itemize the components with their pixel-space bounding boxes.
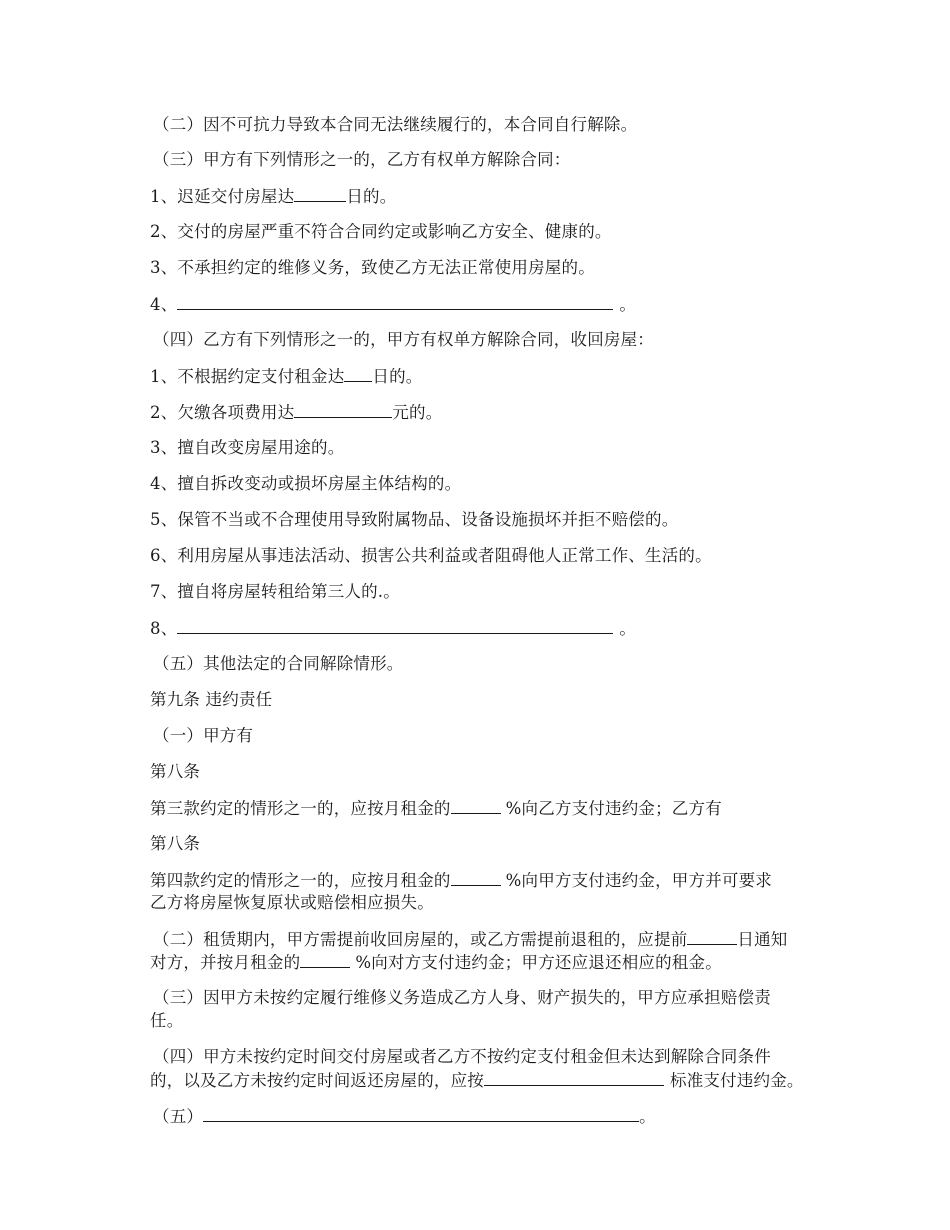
clause-9-1-tenant-penalty-cont: 乙方将房屋恢复原状或赔偿相应损失。 (150, 893, 434, 912)
clause-8-4-item-2: 2、欠缴各项费用达 元的。 (150, 403, 443, 422)
clause-8-5: （五）其他法定的合同解除情形。 (153, 654, 404, 673)
clause-8-3-item-4: 4、 。 (150, 295, 637, 314)
article-8-ref-2: 第八条 (150, 834, 201, 853)
clause-8-3-heading: （三）甲方有下列情形之一的，乙方有权单方解除合同： (153, 150, 571, 169)
fill-blank (177, 618, 613, 634)
clause-8-4-item-8: 8、 。 (150, 619, 637, 638)
clause-9-4-line-1: （四）甲方未按约定时间交付房屋或者乙方不按约定支付租金但未达到解除合同条件 (153, 1047, 771, 1066)
fill-blank (687, 929, 737, 945)
fill-blank (484, 1070, 664, 1086)
clause-8-4-item-3: 3、擅自改变房屋用途的。 (150, 438, 345, 457)
clause-9-3-line-2: 任。 (150, 1011, 184, 1030)
clause-9-2-line-2: 对方，并按月租金的 %向对方支付违约金；甲方还应退还相应的租金。 (150, 953, 722, 972)
clause-8-3-item-2: 2、交付的房屋严重不符合合同约定或影响乙方安全、健康的。 (150, 222, 612, 241)
clause-8-4-item-5: 5、保管不当或不合理使用导致附属物品、设备设施损坏并拒不赔偿的。 (150, 510, 679, 529)
clause-8-3-item-1: 1、迟延交付房屋达 日的。 (150, 187, 397, 206)
fill-blank (344, 366, 372, 382)
clause-9-1-start: （一）甲方有 (153, 726, 254, 745)
clause-8-4-item-7: 7、擅自将房屋转租给第三人的.。 (150, 582, 400, 601)
clause-9-1-landlord-penalty: 第三款约定的情形之一的，应按月租金的 %向乙方支付违约金；乙方有 (150, 799, 722, 818)
clause-9-4-line-2: 的，以及乙方未按约定时间返还房屋的，应按 标准支付违约金。 (150, 1071, 804, 1090)
article-9-heading: 第九条 违约责任 (150, 690, 273, 709)
clause-8-4-item-6: 6、利用房屋从事违法活动、损害公共利益或者阻碍他人正常工作、生活的。 (150, 546, 712, 565)
clause-8-2: （二）因不可抗力导致本合同无法继续履行的，本合同自行解除。 (153, 115, 638, 134)
article-8-ref-1: 第八条 (150, 762, 201, 781)
fill-blank (300, 952, 350, 968)
clause-9-2-line-1: （二）租赁期内，甲方需提前收回房屋的，或乙方需提前退租的，应提前 日通知 (153, 930, 788, 949)
fill-blank (451, 798, 501, 814)
fill-blank (294, 186, 346, 202)
fill-blank (177, 294, 613, 310)
clause-8-4-item-4: 4、擅自拆改变动或损坏房屋主体结构的。 (150, 474, 462, 493)
clause-8-4-item-1: 1、不根据约定支付租金达 日的。 (150, 367, 423, 386)
fill-blank (294, 402, 392, 418)
clause-9-1-tenant-penalty: 第四款约定的情形之一的，应按月租金的 %向甲方支付违约金，甲方并可要求 (150, 871, 772, 890)
clause-8-3-item-3: 3、不承担约定的维修义务，致使乙方无法正常使用房屋的。 (150, 258, 595, 277)
fill-blank (451, 870, 501, 886)
fill-blank (203, 1106, 639, 1122)
clause-8-4-heading: （四）乙方有下列情形之一的，甲方有权单方解除合同，收回房屋： (153, 330, 654, 349)
clause-9-5: （五） 。 (153, 1107, 656, 1126)
clause-9-3-line-1: （三）因甲方未按约定履行维修义务造成乙方人身、财产损失的，甲方应承担赔偿责 (153, 988, 771, 1007)
